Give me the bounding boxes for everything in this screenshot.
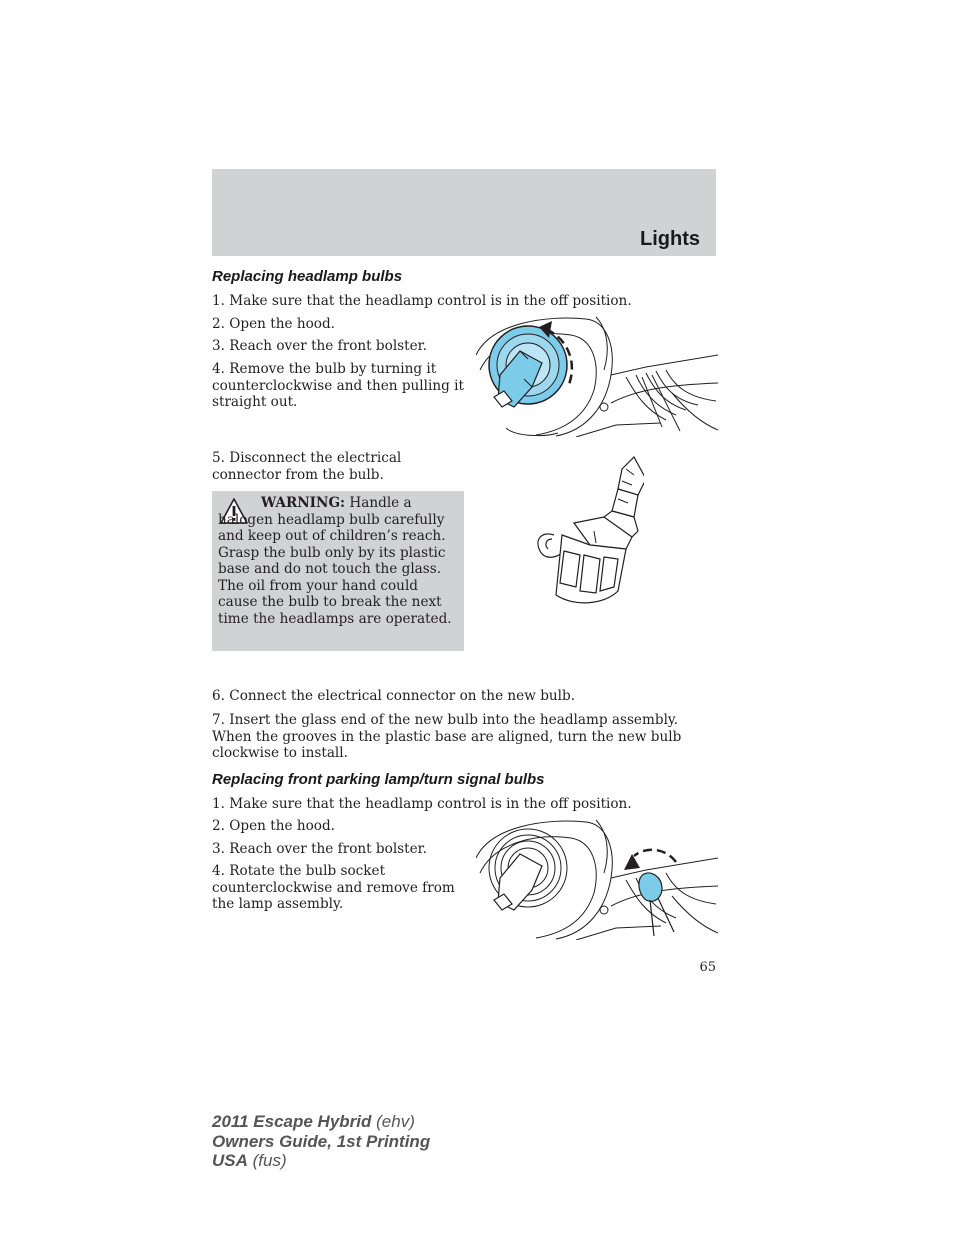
headlamp-step-1: 1. Make sure that the headlamp control is in the off position. (212, 293, 632, 309)
section-title: Lights (640, 228, 700, 250)
document-footer (212, 1112, 430, 1171)
headlamp-step-6: 6. Connect the electrical connector on the new bulb. (212, 688, 576, 704)
footer-edition: Owners Guide, 1st Printing (212, 1131, 431, 1151)
footer-market: USA (212, 1151, 248, 1170)
parking-step-4: 4. Rotate the bulb socket counterclockwise and remove from the lamp assembly. (212, 863, 455, 912)
warning-box (212, 491, 464, 651)
headlamp-removal-illustration (476, 315, 718, 437)
headlamp-step-3: 3. Reach over the front bolster. (212, 338, 427, 354)
warning-body: Handle a halogen headlamp bulb carefully and keep out of children’s reach. Grasp the bulb only by its plastic base and do not touch the glass. The oil from your hand could cause the bulb to break the next time the headlamps are operated. (218, 495, 452, 627)
warning-text (218, 495, 460, 627)
section-header-bar (212, 169, 716, 256)
headlamp-step-5: 5. Disconnect the electrical connector from the bulb. (212, 450, 402, 483)
halogen-bulb-illustration (534, 455, 644, 610)
parking-step-2: 2. Open the hood. (212, 818, 335, 834)
parking-step-3: 3. Reach over the front bolster. (212, 841, 427, 857)
warning-label: WARNING: (261, 495, 346, 511)
headlamp-step-4: 4. Remove the bulb by turning it counterclockwise and then pulling it straight out. (212, 361, 464, 410)
parking-lamp-removal-illustration (476, 818, 718, 940)
footer-market-code: (fus) (252, 1151, 287, 1170)
footer-model-code: (ehv) (376, 1112, 415, 1131)
parking-lamp-heading: Replacing front parking lamp/turn signal bulbs (212, 771, 545, 788)
headlamp-step-2: 2. Open the hood. (212, 316, 335, 332)
page-number: 65 (699, 960, 716, 975)
parking-step-1: 1. Make sure that the headlamp control is in the off position. (212, 796, 632, 812)
headlamp-heading: Replacing headlamp bulbs (212, 268, 403, 285)
footer-model: 2011 Escape Hybrid (212, 1112, 372, 1131)
headlamp-step-7: 7. Insert the glass end of the new bulb into the headlamp assembly. When the grooves in the plastic base are aligned, turn the new bulb clockwise to install. (212, 712, 682, 761)
